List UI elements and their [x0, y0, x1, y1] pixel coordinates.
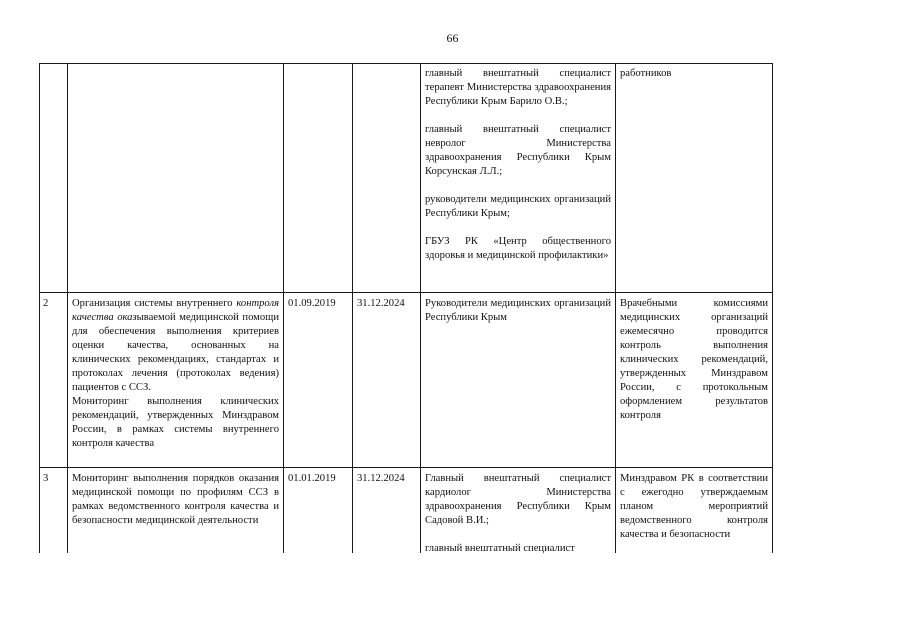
result-cell: Минздравом РК в соответствии с ежегодно утверждаемым планом мероприятий ведомственного контроля качества и безопасности — [620, 473, 768, 540]
page-number: 66 — [446, 31, 459, 45]
responsible-entry: главный внештатный специалист терапевт Министерства здравоохранения Республики Крым Барило О.В.; — [425, 68, 611, 107]
start-date: 01.09.2019 — [288, 298, 336, 309]
start-date: 01.01.2019 — [288, 473, 336, 484]
responsible-cell — [425, 297, 611, 325]
row-number: 3 — [43, 473, 49, 484]
responsible-entry: ГБУЗ РК «Центр общественного здоровья и медицинской профилактики» — [425, 236, 611, 261]
responsible-entry: руководители медицинских организаций Республики Крым; — [425, 194, 611, 219]
row-number: 2 — [43, 298, 49, 309]
result-cell: работников — [620, 68, 672, 79]
responsible-cell — [425, 472, 611, 556]
responsible-entry: главный внештатный специалист невролог Министерства здравоохранения Республики Крым Корсунская Л.Л.; — [425, 124, 611, 177]
activity-cell — [72, 297, 279, 451]
result-cell: Врачебными комиссиями медицинских организаций ежемесячно проводится контроль выполнения клинических рекомендаций, утвержденных Минздравом России, с протокольным оформлением результатов контроля — [620, 298, 768, 421]
activity-cell: Мониторинг выполнения порядков оказания медицинской помощи по профилям ССЗ в рамках ведомственного контроля качества и безопасности медицинской деятельности — [72, 473, 279, 526]
activity-italic-text: контроля качества оказ — [72, 298, 279, 323]
end-date: 31.12.2024 — [357, 473, 405, 484]
activity-text: Организация системы внутреннего — [72, 298, 233, 309]
activity-text-rest: ываемой медицинской помощи для обеспечения выполнения критериев оценки качества, основанных на клинических рекомендациях, стандартах и протоколах лечения (протоколах ведения) пациентов с ССЗ. — [72, 312, 279, 393]
responsible-entry: Главный внештатный специалист кардиолог Министерства здравоохранения Республики Крым Садовой В.И.; — [425, 473, 611, 526]
responsible-cell — [425, 67, 611, 263]
end-date: 31.12.2024 — [357, 298, 405, 309]
responsible-entry: главный внештатный специалист — [425, 543, 575, 554]
activity-text-2: Мониторинг выполнения клинических рекомендаций, утвержденных Минздравом России, в рамках системы внутреннего контроля качества — [72, 396, 279, 449]
responsible-entry: Руководители медицинских организаций Республики Крым — [425, 298, 611, 323]
